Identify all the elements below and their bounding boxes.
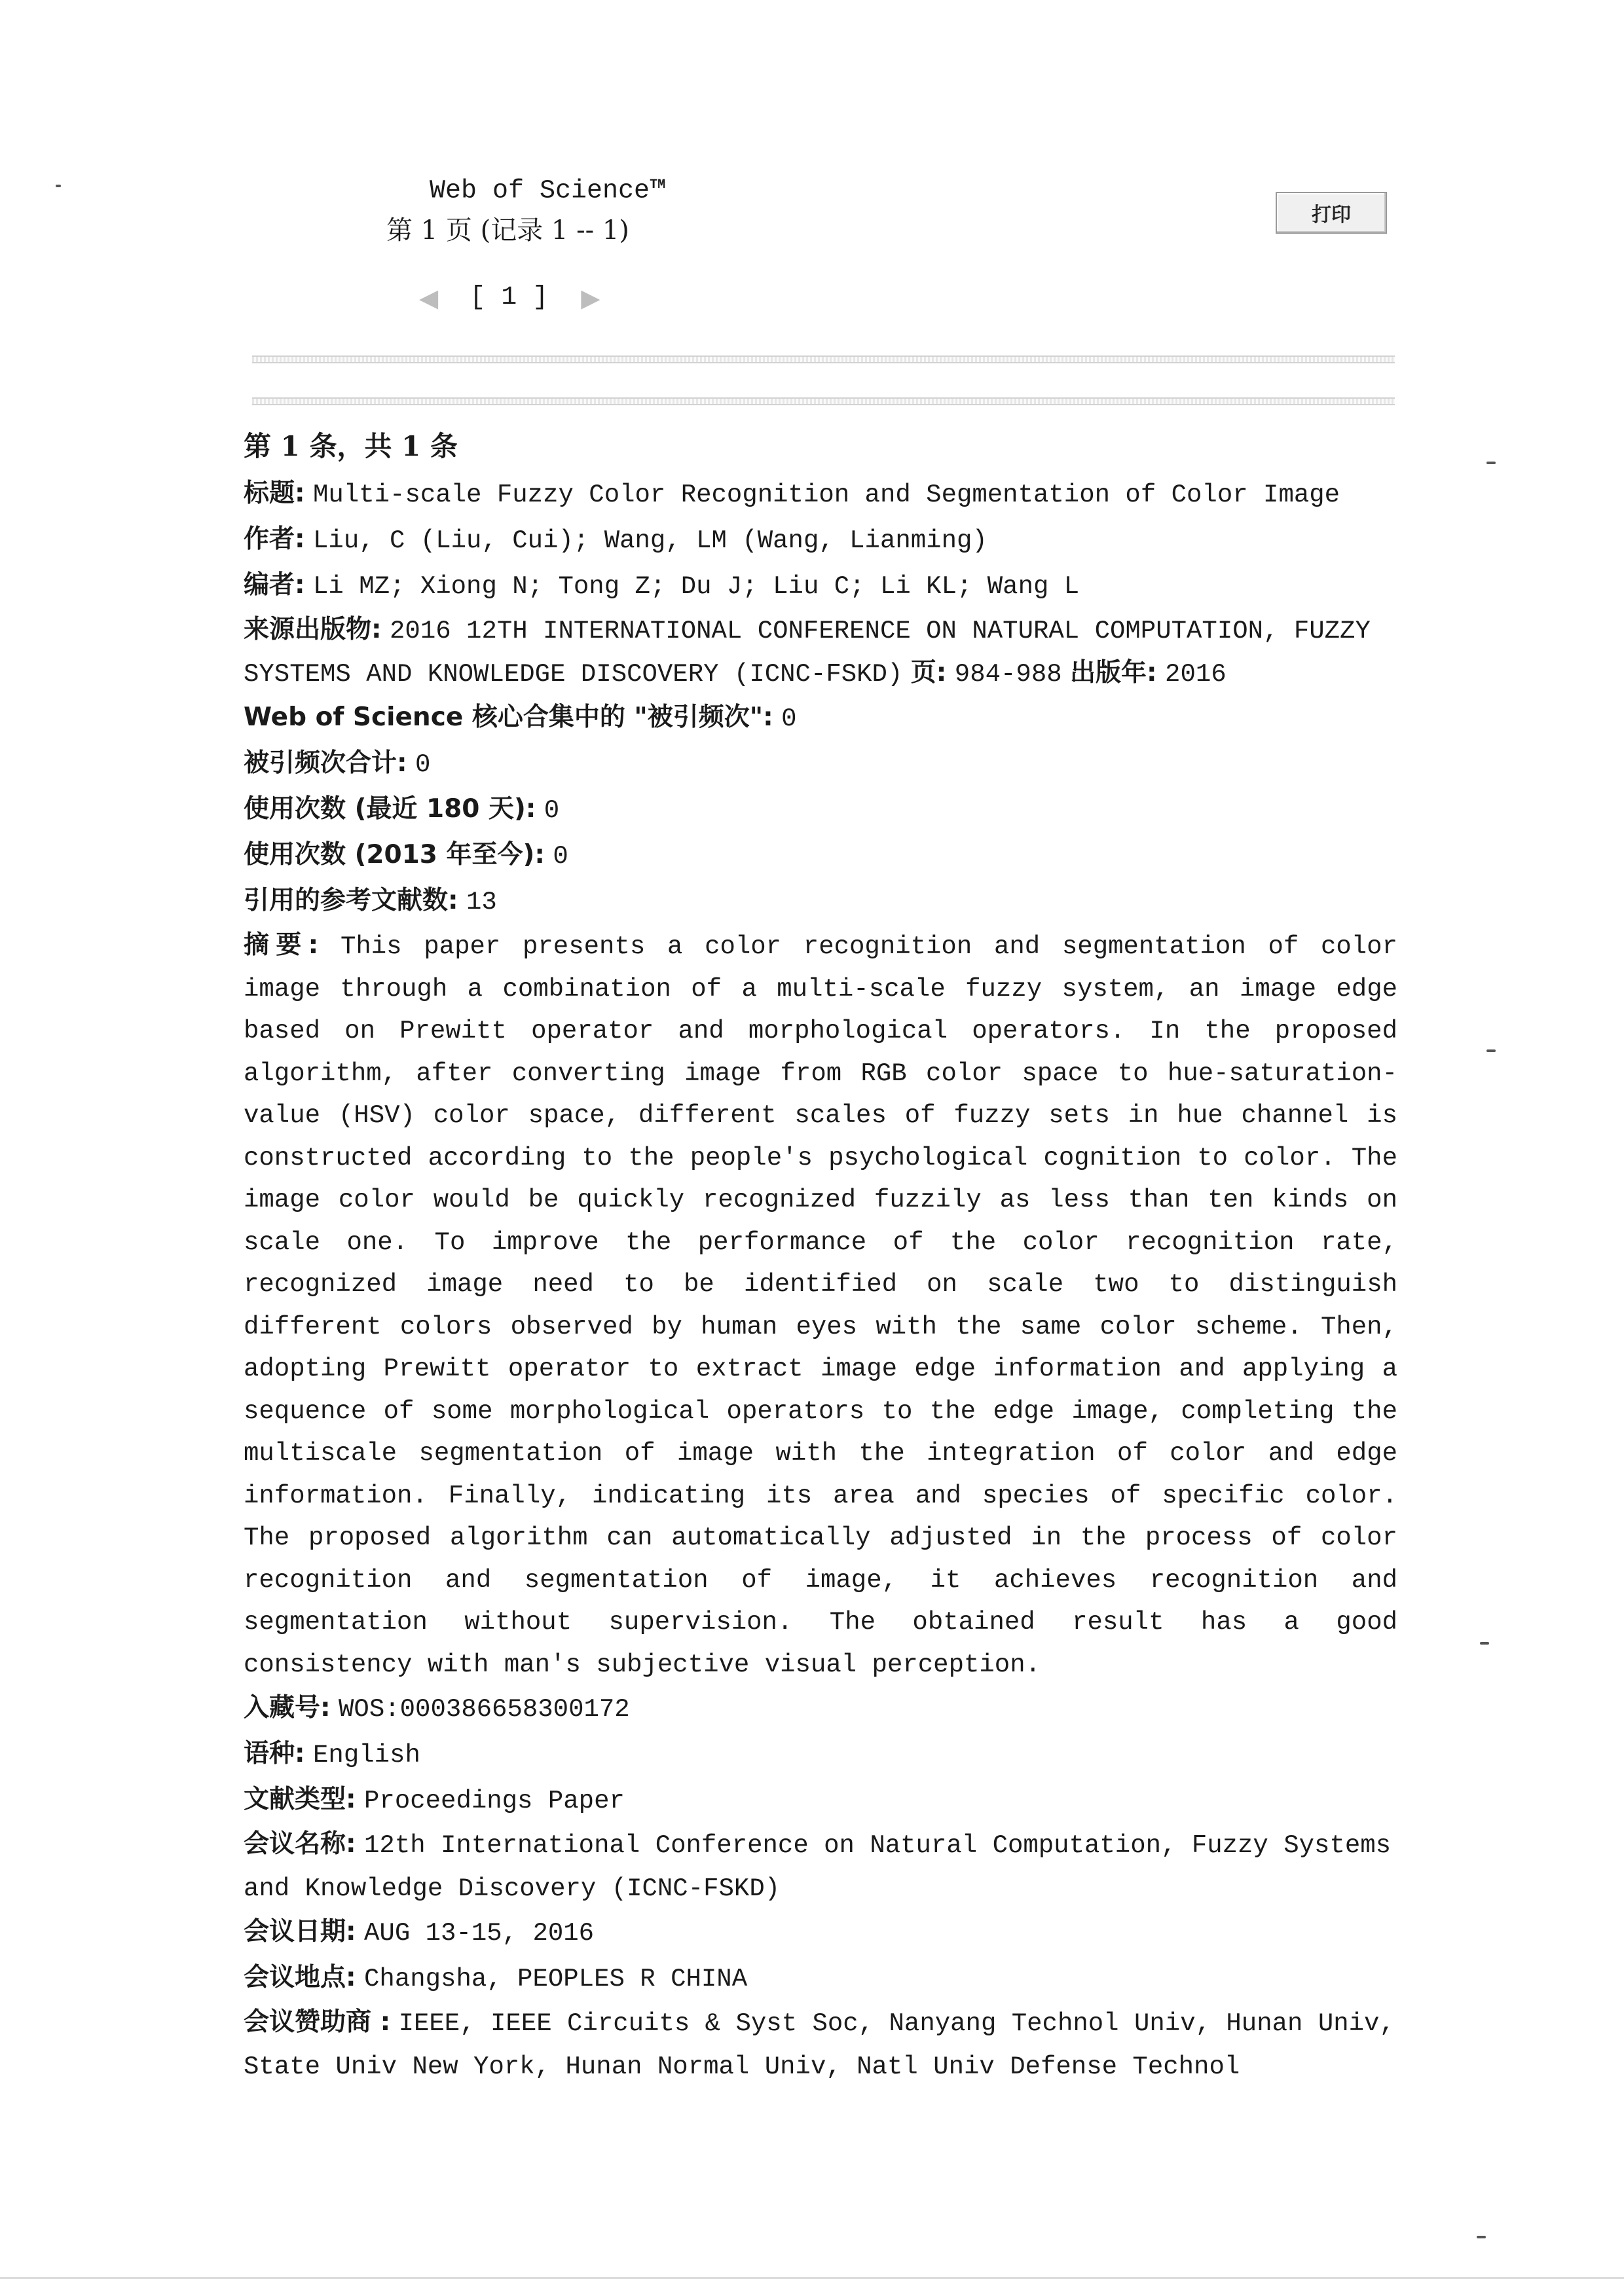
scan-edge [0,2277,1624,2279]
wos-cited-label: Web of Science 核心合集中的 "被引频次": [244,702,773,732]
prev-page-icon[interactable]: ◀ [419,283,439,312]
usage-180-value: 0 [544,796,560,825]
next-page-icon[interactable]: ▶ [581,283,600,312]
field-usage-180 [244,787,1397,833]
field-usage-2013 [244,833,1397,879]
source-value: 2016 12TH INTERNATIONAL CONFERENCE ON NATURAL COMPUTATION, FUZZY SYSTEMS AND KNOWLEDGE DISCOVERY (ICNC-FSKD) [244,617,1371,689]
accession-label: 入藏号: [244,1693,331,1722]
field-total-cited [244,741,1397,787]
field-source [244,609,1397,695]
accession-value: WOS:000386658300172 [339,1695,630,1724]
year-value: 2016 [1165,660,1227,689]
field-accession [244,1686,1397,1732]
field-conf-date [244,1910,1397,1956]
page-header [386,167,1172,250]
pagination [419,278,600,318]
field-wos-cited [244,695,1397,741]
field-authors [244,517,1397,563]
conf-name-label: 会议名称: [244,1829,356,1859]
field-title [244,471,1397,517]
year-label: 出版年: [1070,658,1157,687]
field-conf-location [244,1956,1397,2001]
scan-speck [56,185,61,187]
references-value: 13 [466,888,497,917]
title-label: 标题: [244,479,305,508]
total-cited-value: 0 [415,750,431,779]
conf-date-label: 会议日期: [244,1917,356,1946]
abstract-value: This paper presents a color recognition and segmentation of color image through a combination of a multi-scale fuzzy system, an image edge based on Prewitt operator and morphological operators. In the proposed algorithm, after converting image from RGB color space to hue-saturation-value (HSV) color space, different scales of fuzzy sets in hue channel is constructed according to the people's psychological cognition to color. The image color would be quickly recognized fuzzily as less than ten kinds on scale one. To improve the performance of the color recognition rate, recognized image need to be identified on scale two to distinguish different colors observed by human eyes with the same color scheme. Then, adopting Prewitt operator to extract image edge information and applying a sequence of some morphological operators to the edge image, completing the multiscale segmentation of image with the integration of color and edge information. Finally, indicating its area and species of specific color. The proposed algorithm can automatically adjusted in the process of color recognition and segmentation of image, it achieves recognition and segmentation without supervision. The obtained result has a good consistency with man's subjective visual perception. [244,932,1397,1679]
divider-bottom [252,397,1395,405]
total-cited-label: 被引频次合计: [244,748,407,778]
field-sponsors [244,2001,1397,2088]
field-references [244,879,1397,924]
field-language [244,1732,1397,1777]
print-button[interactable]: 打印 [1276,192,1387,234]
field-editors [244,563,1397,609]
usage-180-label: 使用次数 (最近 180 天): [244,794,536,824]
sponsors-value: IEEE, IEEE Circuits & Syst Soc, Nanyang Technol Univ, Hunan Univ, State Univ New York, Hunan Normal Univ, Natl Univ Defense Technol [244,2009,1395,2081]
abstract-label: 摘要: [244,930,319,960]
references-label: 引用的参考文献数: [244,886,458,915]
editors-value: Li MZ; Xiong N; Tong Z; Du J; Liu C; Li KL; Wang L [313,572,1080,601]
language-label: 语种: [244,1739,305,1768]
record-title: Multi-scale Fuzzy Color Recognition and Segmentation of Color Image [313,481,1340,509]
field-conf-name [244,1823,1397,1910]
conf-location-label: 会议地点: [244,1963,356,1992]
usage-2013-label: 使用次数 (2013 年至今): [244,840,545,869]
scan-speck [1486,462,1496,464]
source-label: 来源出版物: [244,615,382,644]
record-detail [244,426,1397,2088]
site-title [386,167,1172,210]
conf-location-value: Changsha, PEOPLES R CHINA [364,1965,748,1994]
editors-label: 编者: [244,570,305,600]
wos-cited-value: 0 [781,704,797,733]
scan-speck [1477,2236,1486,2238]
pages-label: 页: [910,658,947,687]
conf-name-value: 12th International Conference on Natural Computation, Fuzzy Systems and Knowledge Discovery (ICNC-FSKD) [244,1831,1392,1903]
sponsors-label: 会议赞助商 : [244,2007,391,2037]
current-page-link[interactable]: [ 1 ] [470,283,549,312]
authors-label: 作者: [244,524,305,554]
page-indicator: 第 1 页 (记录 1 -- 1) [386,215,629,246]
field-abstract [244,924,1397,1686]
scan-speck [1480,1642,1489,1645]
site-title-text: Web of Science [430,176,650,206]
divider-top [252,355,1395,363]
language-value: English [313,1741,420,1770]
conf-date-value: AUG 13-15, 2016 [364,1919,595,1948]
doc-type-value: Proceedings Paper [364,1787,625,1815]
usage-2013-value: 0 [553,842,568,871]
field-doc-type [244,1777,1397,1823]
record-count: 第 1 条，共 1 条 [244,430,458,462]
authors-value: Liu, C (Liu, Cui); Wang, LM (Wang, Lianming) [313,526,987,555]
scan-speck [1486,1049,1496,1052]
doc-type-label: 文献类型: [244,1785,356,1814]
trademark-mark: TM [650,177,666,192]
pages-value: 984-988 [954,660,1062,689]
